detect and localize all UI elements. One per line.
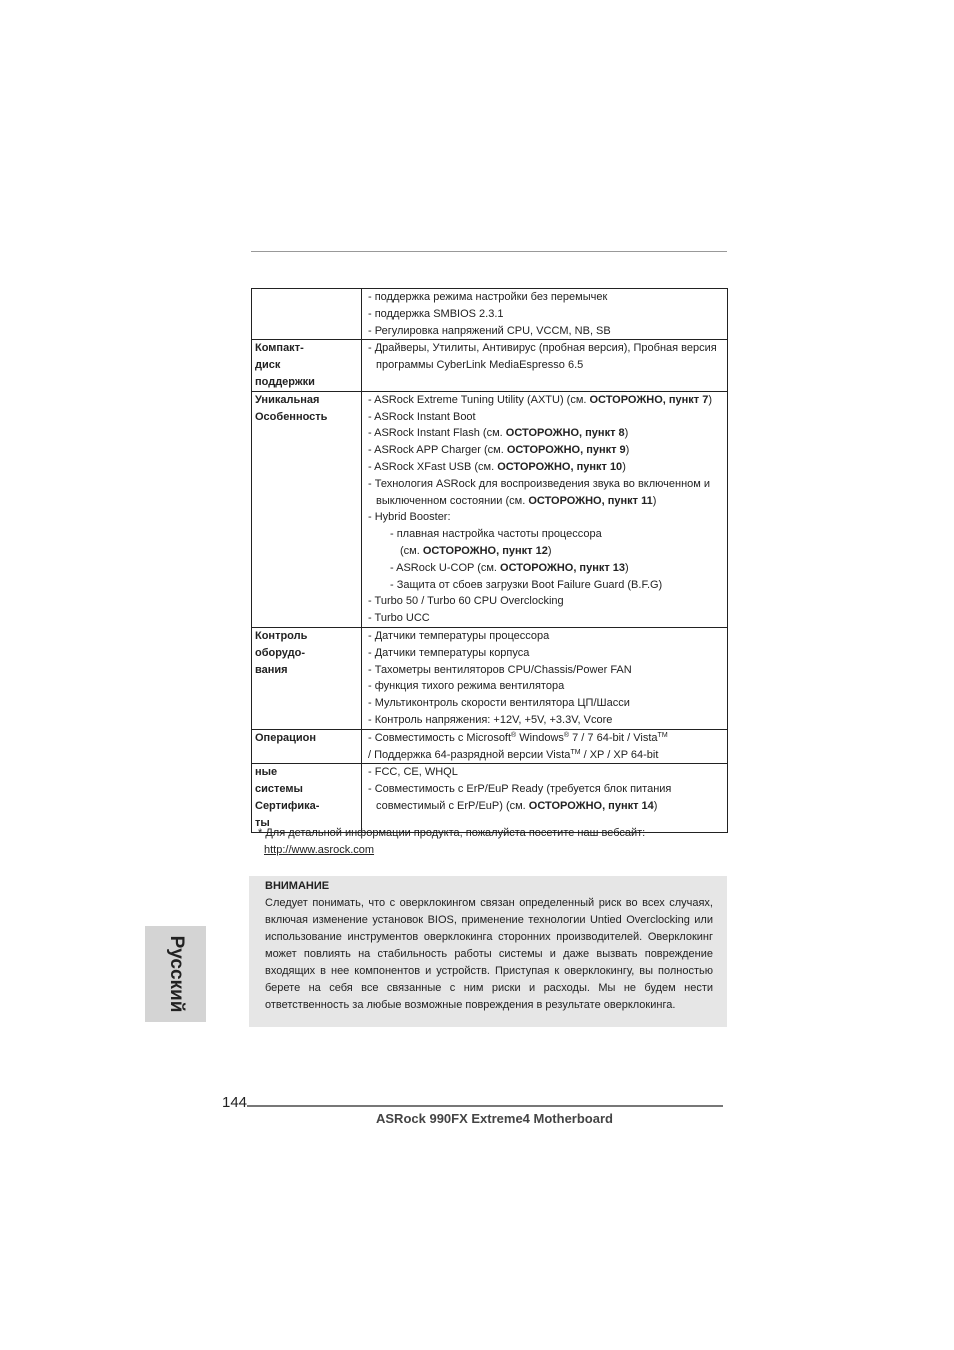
spec-text: ) [547,544,552,557]
spec-label [252,627,362,729]
spec-label-line: ные [255,766,278,779]
spec-row [252,340,728,391]
spec-text: / Поддержка 64-разрядной версии Vista [368,748,571,761]
spec-text: - Технология ASRock для воспроизведения звука во включенном и [368,477,711,490]
spec-text: совместимый с ErP/EuP) (см. [376,799,529,812]
spec-line [368,306,727,323]
spec-line [368,662,727,679]
spec-label-line: Компакт- [255,342,304,355]
spec-line [368,712,727,729]
spec-text: - Контроль напряжения: +12V, +5V, +3.3V, Vcore [368,713,613,726]
spec-content [362,289,728,340]
page-number: 144 [222,1094,248,1111]
trademark-mark: TM [570,748,581,756]
spec-line [368,610,727,627]
spec-text: ) [708,393,713,406]
overclocking-notice [249,876,727,1027]
spec-line [368,628,727,645]
spec-text: ) [625,561,629,574]
spec-line [368,323,727,340]
spec-label [252,289,362,340]
spec-text: программы CyberLink MediaEspresso 6.5 [376,359,584,372]
spec-content [362,627,728,729]
footnote [258,825,645,859]
spec-text: выключенном состоянии (см. [376,494,529,507]
spec-text: - Регулировка напряжений CPU, VCCM, NB, SB [368,324,611,337]
spec-text: - Датчики температуры корпуса [368,646,530,659]
spec-label [252,340,362,391]
spec-text: Windows [516,731,564,744]
notice-title: ВНИМАНИЕ [265,880,330,892]
spec-text: ) [624,427,629,440]
spec-text: ) [622,460,626,473]
caution-reference: ОСТОРОЖНО, пункт 9 [506,444,626,457]
spec-label [252,729,362,764]
spec-label-line: поддержки [255,375,315,388]
spec-text: (см. [400,544,423,557]
spec-label [252,391,362,627]
caution-reference: ОСТОРОЖНО, пункт 14 [528,799,654,812]
spec-line [368,747,727,764]
spec-text: - Датчики температуры процессора [368,629,550,642]
spec-line [368,392,727,409]
spec-text: 7 / 7 64-bit / Vista [569,731,658,744]
spec-text: ) [625,444,630,457]
spec-content [362,340,728,391]
notice-line: Следует понимать, что с оверклокингом связан определенный риск во всех случаях, [265,897,713,909]
trademark-mark: ® [511,731,517,739]
notice-line: включая изменение установок BIOS, применение технологии Untied Overclocking или [265,914,713,926]
caution-reference: ОСТОРОЖНО, пункт 10 [497,460,623,473]
spec-line [368,781,727,798]
spec-line [368,459,727,476]
caution-reference: ОСТОРОЖНО, пункт 13 [500,561,626,574]
caution-reference: ОСТОРОЖНО, пункт 11 [528,494,653,507]
spec-line [368,493,727,510]
spec-content [362,729,728,764]
spec-text: - ASRock Extreme Tuning Utility (AXTU) (см. [368,393,590,406]
spec-text: - Turbo 50 / Turbo 60 CPU Overclocking [368,595,564,608]
spec-table-body [252,289,728,833]
spec-text: - плавная настройка частоты процессора [390,528,602,541]
spec-text: - FCC, CE, WHQL [368,766,458,779]
spec-text: - Hybrid Booster: [368,511,451,524]
footer-title: ASRock 990FX Extreme4 Motherboard [376,1111,613,1126]
language-tab [145,926,206,1022]
spec-row [252,627,728,729]
caution-reference: ОСТОРОЖНО, пункт 7 [589,393,709,406]
spec-label-line: Сертифика- [255,799,320,812]
spec-text: - ASRock Instant Boot [368,410,476,423]
spec-text: - Совместимость с Microsoft [368,731,512,744]
spec-text: - ASRock U-COP (см. [390,561,501,574]
spec-line [368,289,727,306]
spec-line [368,730,727,747]
spec-label-line: Операцион [255,731,317,744]
spec-line [368,593,727,610]
spec-line [368,409,727,426]
spec-row [252,391,728,627]
spec-line [368,577,727,594]
spec-line [368,543,727,560]
spec-text: - функция тихого режима вентилятора [368,680,565,693]
spec-text: - поддержка SMBIOS 2.3.1 [368,307,504,320]
spec-row [252,289,728,340]
website-link[interactable]: http://www.asrock.com [264,844,375,856]
spec-line [368,425,727,442]
spec-label-line: Контроль [255,629,308,642]
spec-line [368,526,727,543]
spec-label-line: системы [255,783,303,796]
spec-line [368,357,727,374]
spec-line [368,509,727,526]
spec-line [368,678,727,695]
spec-text: - Turbo UCC [368,612,430,625]
spec-text: ) [653,799,658,812]
spec-text: - Мультиконтроль скорости вентилятора ЦП/Шасси [368,697,630,710]
notice-line: может повлиять на стабильность работы системы и даже вызвать повреждение [265,948,713,960]
notice-body [265,895,713,1014]
spec-text: - поддержка режима настройки без перемычек [368,291,608,303]
spec-content [362,391,728,627]
spec-line [368,560,727,577]
spec-label [252,764,362,832]
spec-line [368,476,727,493]
spec-line [368,695,727,712]
spec-row [252,729,728,764]
spec-line [368,442,727,459]
spec-text: / XP / XP 64-bit [580,748,659,761]
top-rule [251,251,727,252]
caution-reference: ОСТОРОЖНО, пункт 12 [422,544,548,557]
spec-text: - ASRock APP Charger (см. [368,444,507,457]
notice-line: использование инструментов оверклокинга сторонних производителей. Оверклокинг [265,931,713,943]
spec-text: - ASRock Instant Flash (см. [368,427,506,440]
spec-table [251,288,728,833]
trademark-mark: ® [563,731,570,739]
footer-rule [247,1105,723,1107]
spec-text: - Драйверы, Утилиты, Антивирус (пробная версия), Пробная версия [368,342,717,355]
spec-text: - Защита от сбоев загрузки Boot Failure Guard (B.F.G) [390,578,663,591]
notice-line: ответственность за любые возможные повреждения в результате оверклокинга. [265,999,676,1011]
notice-line: берете на себя все связанные с ним риски и расходы. Мы не будем нести [265,982,713,994]
spec-label-line: Особенность [255,410,328,423]
spec-text: ) [652,494,657,507]
spec-label-line: диск [255,359,281,372]
spec-line [368,798,727,815]
spec-label-line: вания [255,663,288,676]
spec-content [362,764,728,832]
trademark-mark: TM [657,731,668,739]
notice-line: входящих в нее компонентов и устройств. Приступая к оверклокингу, вы полностью [265,965,713,977]
spec-line [368,764,727,781]
caution-reference: ОСТОРОЖНО, пункт 8 [505,427,625,440]
language-tab-label: Русский [165,935,187,1013]
spec-row [252,764,728,832]
spec-label-line: оборудо- [255,646,306,659]
spec-line [368,645,727,662]
spec-label-line: Уникальная [255,393,320,406]
spec-text: - ASRock XFast USB (см. [368,460,498,473]
footnote-text: * Для детальной информации продукта, пожалуйста посетите наш вебсайт: [258,827,646,839]
spec-text: - Совместимость с ErP/EuP Ready (требуется блок питания [368,783,672,796]
spec-text: - Тахометры вентиляторов CPU/Chassis/Power FAN [368,663,632,676]
spec-line [368,340,727,357]
spec-label-line: ты [255,816,270,829]
